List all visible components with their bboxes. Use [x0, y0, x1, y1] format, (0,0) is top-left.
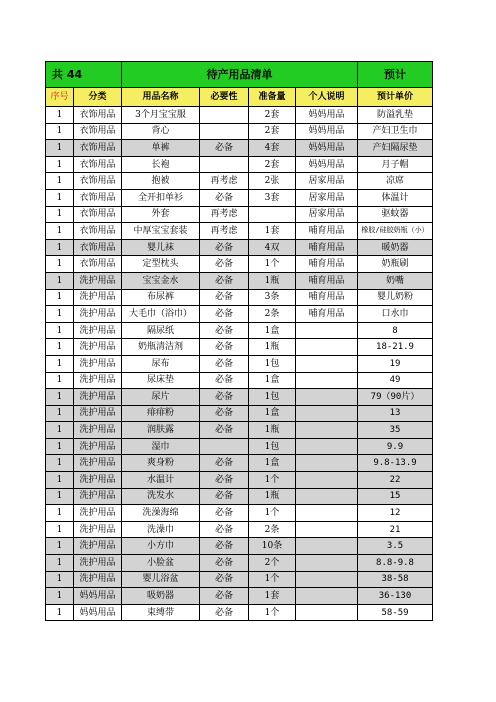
cell-note [296, 555, 358, 572]
cell-category: 洗护用品 [74, 322, 122, 339]
cell-item-name: 爽身粉 [122, 455, 200, 472]
table-row [46, 256, 433, 273]
table-row [46, 389, 433, 406]
cell-quantity: 1个 [249, 472, 296, 489]
cell-quantity: 1套 [249, 223, 296, 240]
cell-category: 衣饰用品 [74, 206, 122, 223]
cell-note [296, 538, 358, 555]
cell-category: 洗护用品 [74, 339, 122, 356]
cell-note [296, 472, 358, 489]
cell-note [296, 488, 358, 505]
cell-quantity: 1个 [249, 505, 296, 522]
cell-item-name: 全开扣单衫 [122, 189, 200, 206]
cell-quantity: 3条 [249, 289, 296, 306]
cell-seq: 1 [46, 289, 74, 306]
cell-item-name: 润肤露 [122, 422, 200, 439]
cell-item-name: 尿片 [122, 389, 200, 406]
cell-item-name: 婴儿袜 [122, 239, 200, 256]
table-row [46, 538, 433, 555]
cell-quantity: 1个 [249, 571, 296, 588]
cell-quantity: 2套 [249, 156, 296, 173]
cell-item-name: 湿巾 [122, 438, 200, 455]
cell-seq: 1 [46, 372, 74, 389]
cell-necessity: 必备 [200, 272, 249, 289]
cell-quantity: 1瓶 [249, 488, 296, 505]
cell-note [296, 389, 358, 406]
cell-necessity [200, 123, 249, 140]
cell-quantity [249, 206, 296, 223]
cell-note: 哺育用品 [296, 239, 358, 256]
cell-note: 哺育用品 [296, 272, 358, 289]
cell-price: 8 [358, 322, 433, 339]
cell-item-name: 洗澡巾 [122, 521, 200, 538]
cell-price: 9.9 [358, 438, 433, 455]
cell-seq: 1 [46, 306, 74, 323]
cell-category: 衣饰用品 [74, 107, 122, 124]
cell-quantity: 3套 [249, 189, 296, 206]
cell-category: 衣饰用品 [74, 156, 122, 173]
cell-note [296, 604, 358, 621]
cell-necessity: 再考虑 [200, 173, 249, 190]
table-row [46, 289, 433, 306]
col-header-quantity: 准备量 [249, 88, 296, 107]
item-count: 共 44 [46, 62, 122, 88]
cell-quantity: 2个 [249, 555, 296, 572]
cell-price: 体温计 [358, 189, 433, 206]
cell-necessity: 必备 [200, 604, 249, 621]
cell-item-name: 吸奶器 [122, 588, 200, 605]
cell-quantity: 1瓶 [249, 272, 296, 289]
cell-price: 8.8-9.8 [358, 555, 433, 572]
table-row [46, 223, 433, 240]
table-row [46, 272, 433, 289]
cell-necessity: 再考虑 [200, 206, 249, 223]
cell-item-name: 束缚带 [122, 604, 200, 621]
cell-quantity: 4套 [249, 140, 296, 157]
cell-note [296, 322, 358, 339]
cell-necessity [200, 107, 249, 124]
cell-quantity: 2条 [249, 306, 296, 323]
cell-price: 暖奶器 [358, 239, 433, 256]
cell-necessity: 必备 [200, 538, 249, 555]
cell-seq: 1 [46, 239, 74, 256]
cell-price: 驱蚊器 [358, 206, 433, 223]
cell-seq: 1 [46, 555, 74, 572]
cell-category: 妈妈用品 [74, 604, 122, 621]
cell-seq: 1 [46, 488, 74, 505]
cell-note: 妈妈用品 [296, 140, 358, 157]
cell-seq: 1 [46, 206, 74, 223]
cell-necessity: 必备 [200, 488, 249, 505]
cell-item-name: 3个月宝宝服 [122, 107, 200, 124]
table-row [46, 107, 433, 124]
cell-category: 洗护用品 [74, 555, 122, 572]
cell-price: 婴儿奶粉 [358, 289, 433, 306]
table-row [46, 472, 433, 489]
cell-note: 妈妈用品 [296, 123, 358, 140]
title-row [46, 62, 433, 88]
cell-category: 洗护用品 [74, 488, 122, 505]
cell-category: 衣饰用品 [74, 189, 122, 206]
cell-note [296, 372, 358, 389]
cell-price: 22 [358, 472, 433, 489]
cell-quantity: 1盒 [249, 455, 296, 472]
cell-category: 衣饰用品 [74, 223, 122, 240]
cell-price: 月子帽 [358, 156, 433, 173]
table-row [46, 339, 433, 356]
table-row [46, 355, 433, 372]
cell-price: 15 [358, 488, 433, 505]
cell-quantity: 2套 [249, 123, 296, 140]
cell-note: 居家用品 [296, 173, 358, 190]
cell-seq: 1 [46, 322, 74, 339]
cell-necessity: 必备 [200, 389, 249, 406]
shopping-list-table [45, 61, 433, 621]
cell-price: 19 [358, 355, 433, 372]
cell-item-name: 宝宝金水 [122, 272, 200, 289]
cell-quantity: 2套 [249, 107, 296, 124]
cell-note: 妈妈用品 [296, 156, 358, 173]
cell-necessity: 必备 [200, 372, 249, 389]
cell-item-name: 隔尿纸 [122, 322, 200, 339]
cell-price: 奶嘴 [358, 272, 433, 289]
cell-item-name: 洗澡海绵 [122, 505, 200, 522]
cell-category: 洗护用品 [74, 389, 122, 406]
cell-price: 3.5 [358, 538, 433, 555]
table-row [46, 322, 433, 339]
cell-note: 哺育用品 [296, 256, 358, 273]
cell-necessity: 必备 [200, 588, 249, 605]
cell-seq: 1 [46, 538, 74, 555]
cell-category: 洗护用品 [74, 405, 122, 422]
cell-note [296, 455, 358, 472]
cell-price: 橡胶/硅胶奶瓶（小） [358, 223, 433, 240]
cell-category: 洗护用品 [74, 422, 122, 439]
cell-item-name: 尿布 [122, 355, 200, 372]
cell-category: 洗护用品 [74, 372, 122, 389]
cell-category: 洗护用品 [74, 455, 122, 472]
cell-category: 洗护用品 [74, 472, 122, 489]
cell-necessity: 必备 [200, 239, 249, 256]
cell-category: 洗护用品 [74, 306, 122, 323]
cell-item-name: 长袍 [122, 156, 200, 173]
cell-quantity: 1盒 [249, 322, 296, 339]
cell-necessity: 必备 [200, 405, 249, 422]
cell-item-name: 痱痱粉 [122, 405, 200, 422]
cell-price: 9.8-13.9 [358, 455, 433, 472]
cell-category: 洗护用品 [74, 272, 122, 289]
table-row [46, 571, 433, 588]
cell-category: 衣饰用品 [74, 256, 122, 273]
col-header-category: 分类 [74, 88, 122, 107]
cell-item-name: 婴儿浴盆 [122, 571, 200, 588]
cell-note: 哺育用品 [296, 223, 358, 240]
cell-necessity: 必备 [200, 521, 249, 538]
cell-quantity: 1瓶 [249, 339, 296, 356]
cell-note [296, 339, 358, 356]
cell-necessity: 必备 [200, 571, 249, 588]
cell-price: 凉席 [358, 173, 433, 190]
table-row [46, 488, 433, 505]
cell-price: 21 [358, 521, 433, 538]
cell-item-name: 洗发水 [122, 488, 200, 505]
cell-seq: 1 [46, 189, 74, 206]
cell-category: 衣饰用品 [74, 123, 122, 140]
table-row [46, 422, 433, 439]
cell-item-name: 小脸盆 [122, 555, 200, 572]
cell-price: 12 [358, 505, 433, 522]
cell-seq: 1 [46, 256, 74, 273]
col-header-item-name: 用品名称 [122, 88, 200, 107]
cell-seq: 1 [46, 588, 74, 605]
cell-necessity [200, 438, 249, 455]
cell-seq: 1 [46, 405, 74, 422]
cell-seq: 1 [46, 604, 74, 621]
cell-category: 衣饰用品 [74, 140, 122, 157]
cell-seq: 1 [46, 571, 74, 588]
cell-category: 衣饰用品 [74, 173, 122, 190]
cell-price: 79（90片） [358, 389, 433, 406]
cell-category: 衣饰用品 [74, 239, 122, 256]
cell-note [296, 422, 358, 439]
cell-necessity: 必备 [200, 472, 249, 489]
cell-necessity: 必备 [200, 140, 249, 157]
cell-item-name: 外套 [122, 206, 200, 223]
cell-item-name: 背心 [122, 123, 200, 140]
cell-item-name: 奶瓶清洁剂 [122, 339, 200, 356]
cell-note [296, 521, 358, 538]
cell-price: 36-130 [358, 588, 433, 605]
cell-seq: 1 [46, 272, 74, 289]
cell-note: 哺育用品 [296, 289, 358, 306]
cell-necessity: 必备 [200, 306, 249, 323]
table-row [46, 123, 433, 140]
cell-item-name: 单裤 [122, 140, 200, 157]
cell-price: 38-58 [358, 571, 433, 588]
cell-seq: 1 [46, 472, 74, 489]
cell-note [296, 355, 358, 372]
cell-seq: 1 [46, 107, 74, 124]
title-right-label: 预计 [358, 62, 433, 88]
cell-note: 妈妈用品 [296, 107, 358, 124]
table-row [46, 173, 433, 190]
table-row [46, 372, 433, 389]
table-row [46, 206, 433, 223]
table-row [46, 505, 433, 522]
cell-necessity: 必备 [200, 355, 249, 372]
cell-quantity: 1瓶 [249, 422, 296, 439]
cell-quantity: 1套 [249, 588, 296, 605]
cell-seq: 1 [46, 339, 74, 356]
cell-necessity: 必备 [200, 455, 249, 472]
cell-note [296, 405, 358, 422]
cell-necessity: 必备 [200, 322, 249, 339]
cell-category: 妈妈用品 [74, 588, 122, 605]
table-row [46, 438, 433, 455]
cell-category: 洗护用品 [74, 521, 122, 538]
cell-price: 产妇隔尿垫 [358, 140, 433, 157]
cell-quantity: 1个 [249, 604, 296, 621]
table-row [46, 405, 433, 422]
cell-item-name: 小方巾 [122, 538, 200, 555]
cell-quantity: 2张 [249, 173, 296, 190]
table-row [46, 156, 433, 173]
cell-seq: 1 [46, 156, 74, 173]
col-header-note: 个人说明 [296, 88, 358, 107]
cell-category: 洗护用品 [74, 438, 122, 455]
cell-item-name: 定型枕头 [122, 256, 200, 273]
cell-necessity: 必备 [200, 505, 249, 522]
col-header-price: 预计单价 [358, 88, 433, 107]
cell-necessity: 必备 [200, 189, 249, 206]
cell-quantity: 1个 [249, 256, 296, 273]
col-header-seq: 序号 [46, 88, 74, 107]
cell-price: 口水巾 [358, 306, 433, 323]
table-row [46, 555, 433, 572]
cell-necessity: 必备 [200, 289, 249, 306]
header-row [46, 88, 433, 107]
cell-seq: 1 [46, 173, 74, 190]
cell-seq: 1 [46, 438, 74, 455]
cell-quantity: 1包 [249, 355, 296, 372]
cell-seq: 1 [46, 521, 74, 538]
cell-necessity: 必备 [200, 422, 249, 439]
cell-price: 18-21.9 [358, 339, 433, 356]
cell-necessity: 再考虑 [200, 223, 249, 240]
cell-item-name: 中厚宝宝套装 [122, 223, 200, 240]
cell-quantity: 1盒 [249, 405, 296, 422]
cell-price: 35 [358, 422, 433, 439]
table-row [46, 455, 433, 472]
cell-note [296, 505, 358, 522]
cell-quantity: 2条 [249, 521, 296, 538]
cell-note [296, 438, 358, 455]
cell-category: 洗护用品 [74, 538, 122, 555]
cell-seq: 1 [46, 422, 74, 439]
sheet-title: 待产用品清单 [122, 62, 358, 88]
cell-category: 洗护用品 [74, 289, 122, 306]
cell-note [296, 571, 358, 588]
cell-note: 居家用品 [296, 206, 358, 223]
cell-seq: 1 [46, 355, 74, 372]
cell-note: 居家用品 [296, 189, 358, 206]
cell-price: 13 [358, 405, 433, 422]
cell-category: 洗护用品 [74, 505, 122, 522]
cell-seq: 1 [46, 223, 74, 240]
cell-quantity: 4双 [249, 239, 296, 256]
cell-necessity [200, 156, 249, 173]
table-row [46, 239, 433, 256]
cell-quantity: 1盒 [249, 372, 296, 389]
table-row [46, 604, 433, 621]
cell-seq: 1 [46, 455, 74, 472]
table-row [46, 189, 433, 206]
cell-category: 洗护用品 [74, 571, 122, 588]
cell-quantity: 1包 [249, 438, 296, 455]
cell-price: 58-59 [358, 604, 433, 621]
cell-seq: 1 [46, 140, 74, 157]
cell-seq: 1 [46, 123, 74, 140]
cell-necessity: 必备 [200, 555, 249, 572]
cell-note [296, 588, 358, 605]
cell-necessity: 必备 [200, 256, 249, 273]
cell-seq: 1 [46, 505, 74, 522]
cell-quantity: 10条 [249, 538, 296, 555]
table-row [46, 140, 433, 157]
table-row [46, 521, 433, 538]
table-row [46, 306, 433, 323]
cell-note: 哺育用品 [296, 306, 358, 323]
cell-item-name: 水温计 [122, 472, 200, 489]
cell-item-name: 布尿裤 [122, 289, 200, 306]
cell-price: 奶瓶刷 [358, 256, 433, 273]
cell-price: 49 [358, 372, 433, 389]
cell-item-name: 抱被 [122, 173, 200, 190]
cell-item-name: 尿床垫 [122, 372, 200, 389]
cell-category: 洗护用品 [74, 355, 122, 372]
cell-item-name: 大毛巾（浴巾） [122, 306, 200, 323]
cell-quantity: 1包 [249, 389, 296, 406]
cell-seq: 1 [46, 389, 74, 406]
cell-necessity: 必备 [200, 339, 249, 356]
col-header-necessity: 必要性 [200, 88, 249, 107]
cell-price: 产妇卫生巾 [358, 123, 433, 140]
cell-price: 防溢乳垫 [358, 107, 433, 124]
table-row [46, 588, 433, 605]
